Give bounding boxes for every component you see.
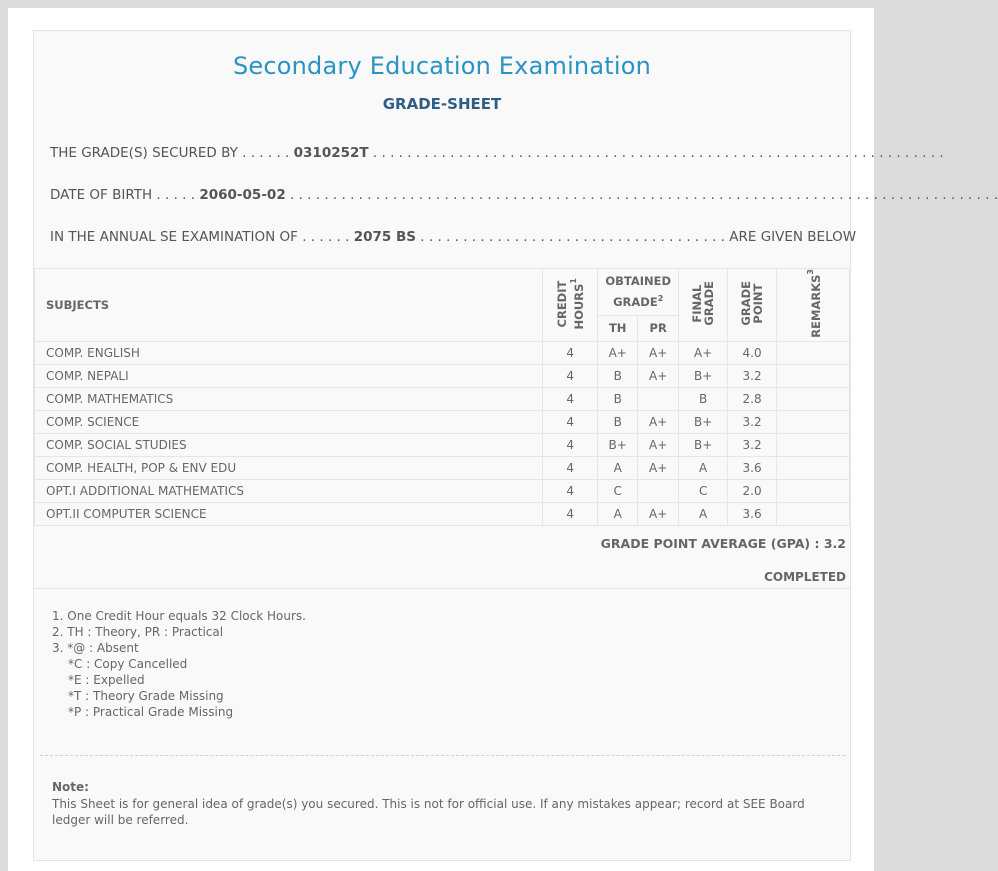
subject-cell: COMP. MATHEMATICS — [35, 387, 543, 410]
final-grade-cell: B+ — [679, 410, 728, 433]
credit-hours-cell: 4 — [543, 456, 598, 479]
practical-grade-cell: A+ — [638, 410, 679, 433]
practical-header: PR — [638, 315, 679, 341]
practical-grade-cell — [638, 479, 679, 502]
table-row — [35, 456, 850, 479]
remarks-cell — [777, 502, 850, 525]
theory-grade-cell: B+ — [598, 433, 638, 456]
credit-hours-cell: 4 — [543, 479, 598, 502]
practical-grade-cell: A+ — [638, 364, 679, 387]
credit-hours-cell: 4 — [543, 387, 598, 410]
theory-grade-cell: A — [598, 502, 638, 525]
remarks-cell — [777, 364, 850, 387]
table-row — [35, 364, 850, 387]
status-text: COMPLETED — [764, 570, 846, 584]
table-row — [35, 341, 850, 364]
grade-point-cell: 3.6 — [728, 456, 777, 479]
remarks-header: REMARKS$^3$ — [777, 269, 850, 342]
theory-grade-cell: A+ — [598, 341, 638, 364]
final-grade-cell: B+ — [679, 433, 728, 456]
practical-grade-cell: A+ — [638, 433, 679, 456]
table-row — [35, 479, 850, 502]
credit-hours-cell: 4 — [543, 433, 598, 456]
page-subtitle: GRADE-SHEET — [382, 95, 502, 113]
table-row — [35, 410, 850, 433]
final-grade-cell: B+ — [679, 364, 728, 387]
theory-grade-cell: A — [598, 456, 638, 479]
grade-point-cell: 3.2 — [728, 364, 777, 387]
gpa-summary: GRADE POINT AVERAGE (GPA) : 3.2 — [600, 536, 846, 551]
subjects-header: SUBJECTS — [35, 269, 543, 342]
remarks-cell — [777, 341, 850, 364]
credit-hours-cell: 4 — [543, 502, 598, 525]
secured-by-line: THE GRADE(S) SECURED BY . . . . . . 0310252T . . . . . . . . . . . . . . . . . . . . . . . . . . . . . . . . . . . . . . . . . . . . . . . . . . . . . . . . . . . . . . . . . . . — [50, 145, 944, 161]
grade-point-cell: 2.8 — [728, 387, 777, 410]
footnotes — [52, 608, 306, 720]
grade-point-cell: 4.0 — [728, 341, 777, 364]
theory-grade-cell: B — [598, 387, 638, 410]
footnote-item: *T : Theory Grade Missing — [68, 689, 224, 703]
page-frame — [8, 8, 998, 871]
date-of-birth: 2060-05-02 — [199, 187, 286, 203]
remarks-cell — [777, 456, 850, 479]
subject-cell: COMP. HEALTH, POP & ENV EDU — [35, 456, 543, 479]
remarks-cell — [777, 479, 850, 502]
gpa-value: 3.2 — [823, 536, 846, 551]
subject-cell: OPT.I ADDITIONAL MATHEMATICS — [35, 479, 543, 502]
divider — [34, 588, 850, 589]
theory-grade-cell: B — [598, 410, 638, 433]
table-row — [35, 502, 850, 525]
grade-point-header: GRADE POINT — [728, 269, 777, 342]
footnote-item: *C : Copy Cancelled — [68, 657, 188, 671]
final-grade-cell: B — [679, 387, 728, 410]
footnote-item: 1. One Credit Hour equals 32 Clock Hours. — [52, 609, 306, 623]
dob-line: DATE OF BIRTH . . . . . 2060-05-02 . . . . . . . . . . . . . . . . . . . . . . . . . . . . . . . . . . . . . . . . . . . . . . . . . . . . . . . . . . . . . . . . . . . . . . . . . . . . . . . . . . . — [50, 187, 998, 203]
grade-point-cell: 3.2 — [728, 433, 777, 456]
credit-hours-header — [543, 269, 598, 342]
table-header-row — [35, 269, 850, 316]
credit-hours-cell: 4 — [543, 410, 598, 433]
grades-table — [34, 268, 850, 526]
grade-point-cell: 3.2 — [728, 410, 777, 433]
subject-cell: OPT.II COMPUTER SCIENCE — [35, 502, 543, 525]
subject-cell: COMP. SOCIAL STUDIES — [35, 433, 543, 456]
remarks-cell — [777, 433, 850, 456]
final-grade-header: FINAL GRADE — [679, 269, 728, 342]
grade-sheet — [33, 30, 998, 861]
grade-point-cell: 3.6 — [728, 502, 777, 525]
final-grade-cell: C — [679, 479, 728, 502]
practical-grade-cell: A+ — [638, 456, 679, 479]
subject-cell: COMP. SCIENCE — [35, 410, 543, 433]
practical-grade-cell: A+ — [638, 341, 679, 364]
theory-grade-cell: B — [598, 364, 638, 387]
credit-hours-cell: 4 — [543, 341, 598, 364]
note-text: This Sheet is for general idea of grade(s) you secured. This is not for official use. If any mistakes appear; record at SEE Board ledger will be referred. — [52, 797, 805, 827]
final-grade-cell: A+ — [679, 341, 728, 364]
footnote-item: *P : Practical Grade Missing — [68, 705, 234, 719]
credit-hours-label: CREDIT HOURS$^1$ — [554, 277, 586, 330]
given-below-label: ARE GIVEN BELOW — [729, 229, 857, 245]
symbol-number: 0310252T — [293, 145, 369, 161]
subject-cell: COMP. ENGLISH — [35, 341, 543, 364]
exam-label: IN THE ANNUAL SE EXAMINATION OF — [50, 229, 298, 245]
footnote-item: 3. *@ : Absent — [52, 641, 139, 655]
exam-line: IN THE ANNUAL SE EXAMINATION OF . . . . . . 2075 BS . . . . . . . . . . . . . . . . . . . . . . . . . . . . . . . . . . . . ARE GIVEN BELOW — [50, 229, 857, 245]
footnote-item: 2. TH : Theory, PR : Practical — [52, 625, 224, 639]
secured-by-label: THE GRADE(S) SECURED BY — [50, 145, 238, 161]
final-grade-cell: A — [679, 456, 728, 479]
theory-header: TH — [598, 315, 638, 341]
subject-cell: COMP. NEPALI — [35, 364, 543, 387]
grade-point-cell: 2.0 — [728, 479, 777, 502]
table-row — [35, 433, 850, 456]
dob-label: DATE OF BIRTH — [50, 187, 153, 203]
practical-grade-cell: A+ — [638, 502, 679, 525]
theory-grade-cell: C — [598, 479, 638, 502]
remarks-cell — [777, 410, 850, 433]
credit-hours-cell: 4 — [543, 364, 598, 387]
note-title: Note: — [52, 780, 89, 794]
obtained-grade-header: OBTAINED GRADE$^2$ — [598, 269, 679, 316]
remarks-cell — [777, 387, 850, 410]
page-title: Secondary Education Examination — [232, 52, 652, 80]
table-row — [35, 387, 850, 410]
exam-year: 2075 BS — [353, 229, 416, 245]
dashed-divider — [40, 755, 845, 756]
final-grade-cell: A — [679, 502, 728, 525]
footnote-item: *E : Expelled — [68, 673, 145, 687]
practical-grade-cell — [638, 387, 679, 410]
